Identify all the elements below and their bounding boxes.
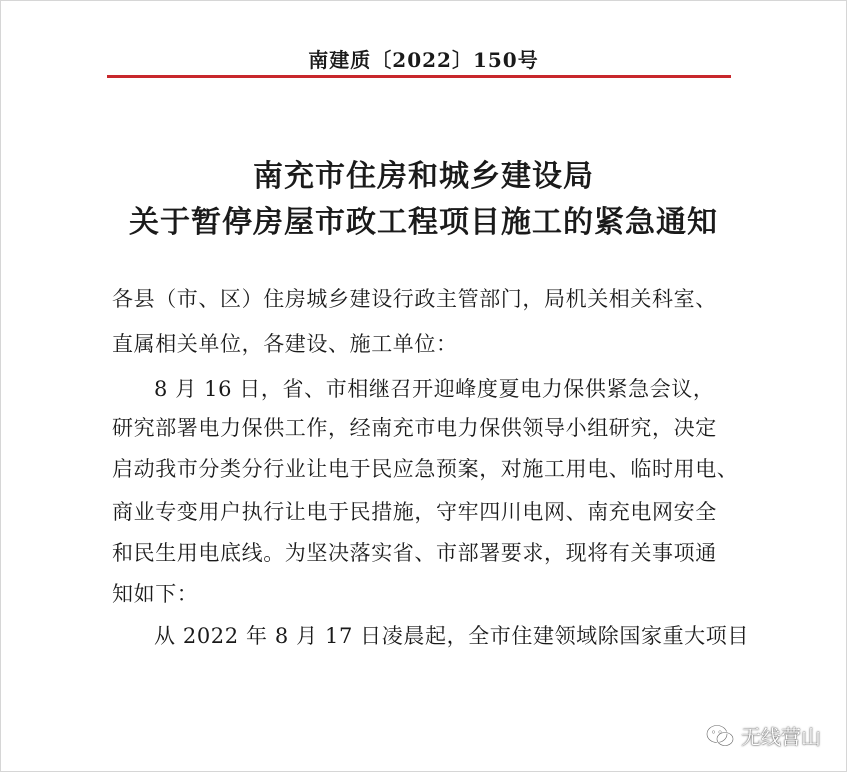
body-line-4: 研究部署电力保供工作，经南充市电力保供领导小组研究，决定 [112, 416, 717, 440]
document-number: 南建质〔2022〕150号 [308, 48, 539, 72]
body-line-6: 商业专变用户执行让电于民措施，守牢四川电网、南充电网安全 [112, 500, 717, 524]
body-line-5: 启动我市分类分行业让电于民应急预案，对施工用电、临时用电、 [112, 457, 739, 481]
document-title-line-2: 关于暂停房屋市政工程项目施工的紧急通知 [129, 205, 718, 240]
watermark-text: 无线营山 [741, 725, 821, 749]
body-line-8: 知如下： [112, 582, 199, 606]
body-line-7: 和民生用电底线。为坚决落实省、市部署要求，现将有关事项通 [112, 541, 717, 565]
wechat-icon [705, 723, 735, 749]
red-divider [107, 75, 731, 78]
body-line-9: 从 2022 年 8 月 17 日凌晨起，全市住建领域除国家重大项目 [154, 624, 749, 648]
document-title-line-1: 南充市住房和城乡建设局 [253, 159, 594, 194]
body-line-2: 直属相关单位，各建设、施工单位： [112, 332, 458, 356]
watermark [705, 721, 821, 750]
body-line-1: 各县（市、区）住房城乡建设行政主管部门，局机关相关科室、 [112, 287, 717, 311]
body-line-3: 8 月 16 日，省、市相继召开迎峰度夏电力保供紧急会议， [154, 377, 715, 401]
